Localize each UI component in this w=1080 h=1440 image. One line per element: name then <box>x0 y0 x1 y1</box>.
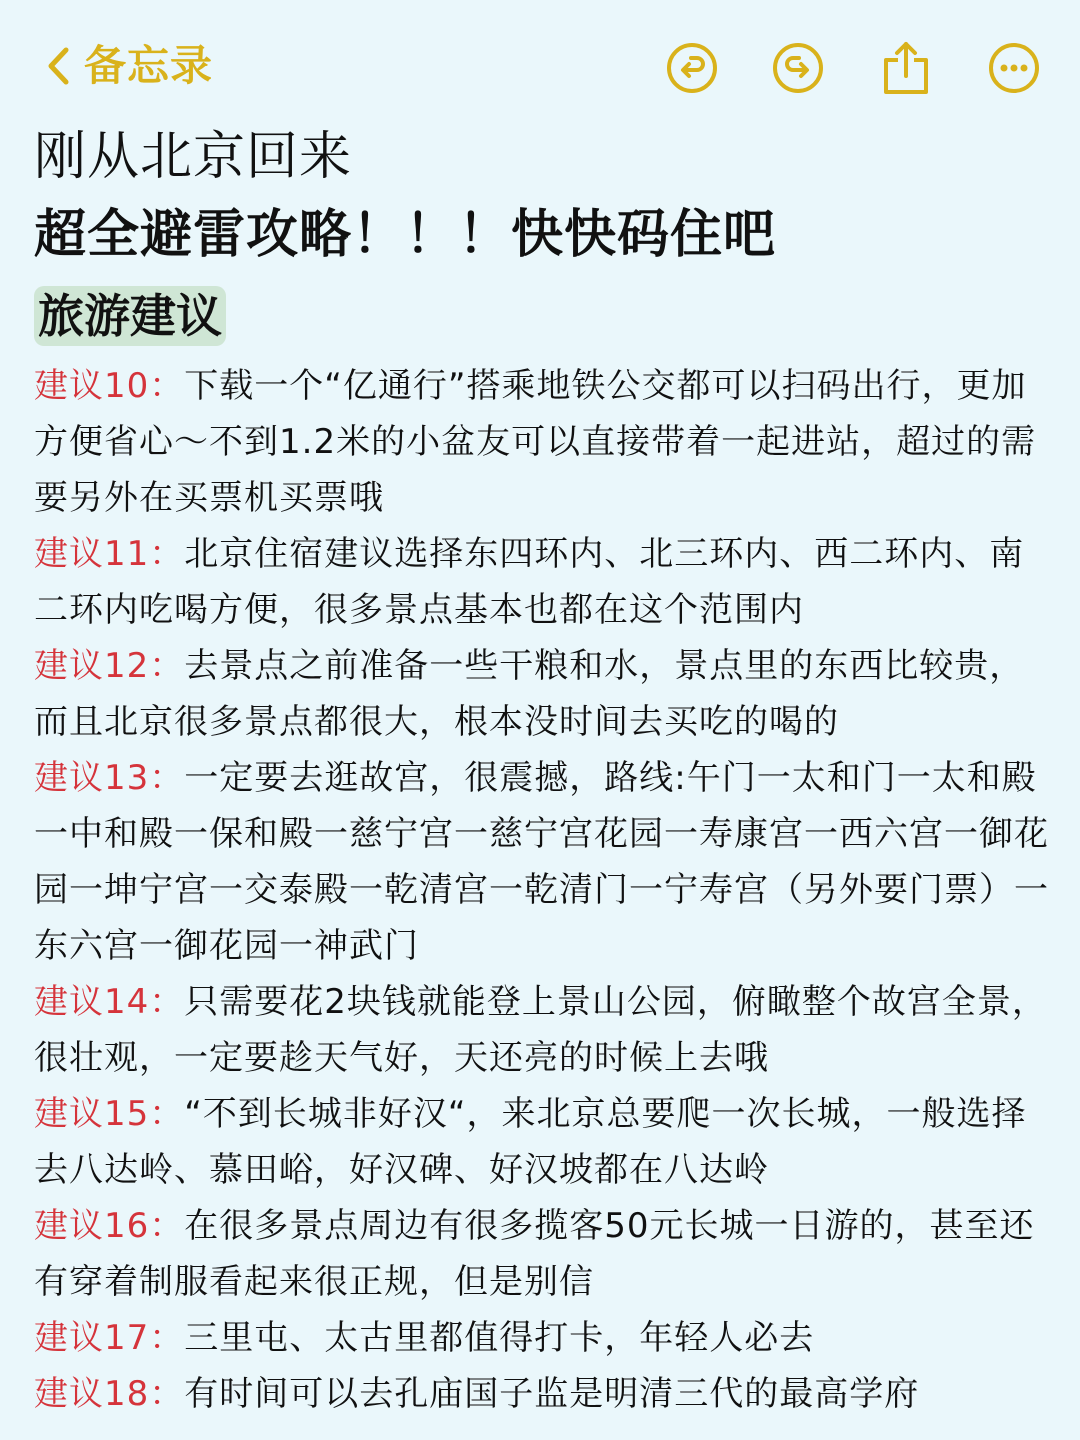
tip-item <box>34 1086 1054 1198</box>
tip-item <box>34 526 1054 638</box>
chevron-left-icon <box>46 46 70 86</box>
tip-text: 在很多景点周边有很多揽客50元长城一日游的，甚至还有穿着制服看起来很正规，但是别信 <box>34 1206 1035 1302</box>
tip-item <box>34 1310 1054 1366</box>
back-label: 备忘录 <box>84 41 214 90</box>
section-heading: 旅游建议 <box>34 286 226 346</box>
tip-text: 北京住宿建议选择东四环内、北三环内、西二环内、南二环内吃喝方便，很多景点基本也都在这个范围内 <box>34 534 1025 630</box>
tip-text: 一定要去逛故宫，很震撼，路线:午门一太和门一太和殿一中和殿一保和殿一慈宁宫一慈宁宫花园一寿康宫一西六宫一御花园一坤宁宫一交泰殿一乾清宫一乾清门一宁寿宫（另外要门票）一东六宫一御花园一神武门 <box>34 758 1049 966</box>
tip-text: 去景点之前准备一些干粮和水，景点里的东西比较贵，而且北京很多景点都很大，根本没时间去买吃的喝的 <box>34 646 1025 742</box>
tip-label: 建议11： <box>34 534 185 574</box>
tip-label: 建议15： <box>34 1094 185 1134</box>
share-icon[interactable] <box>878 40 934 96</box>
tip-item <box>34 750 1054 974</box>
undo-icon[interactable] <box>664 40 720 96</box>
tip-list <box>34 358 1054 1422</box>
note-subtitle: 超全避雷攻略！！！快快码住吧 <box>34 205 777 265</box>
tip-label: 建议16： <box>34 1206 185 1246</box>
note-body[interactable] <box>34 118 1054 1422</box>
tip-text: 只需要花2块钱就能登上景山公园，俯瞰整个故宫全景，很壮观，一定要趁天气好，天还亮的时候上去哦 <box>34 982 1047 1078</box>
tip-text: 下载一个“亿通行”搭乘地铁公交都可以扫码出行，更加方便省心～不到1.2米的小盆友可以直接带着一起进站，超过的需要另外在买票机买票哦 <box>34 366 1037 518</box>
tip-item <box>34 358 1054 526</box>
tip-label: 建议18： <box>34 1374 185 1414</box>
tip-item <box>34 974 1054 1086</box>
toolbar <box>0 0 1080 120</box>
tip-text: 三里屯、太古里都值得打卡，年轻人必去 <box>184 1318 815 1358</box>
tip-text: 有时间可以去孔庙国子监是明清三代的最高学府 <box>184 1374 920 1414</box>
tip-label: 建议14： <box>34 982 185 1022</box>
tip-item <box>34 1366 1054 1422</box>
more-icon[interactable] <box>986 40 1042 96</box>
note-title: 刚从北京回来 <box>34 127 353 187</box>
tip-label: 建议10： <box>34 366 185 406</box>
redo-icon[interactable] <box>770 40 826 96</box>
tip-item <box>34 1198 1054 1310</box>
tip-text: “不到长城非好汉“，来北京总要爬一次长城，一般选择去八达岭、慕田峪，好汉碑、好汉坡都在八达岭 <box>34 1094 1027 1190</box>
tip-item <box>34 638 1054 750</box>
tip-label: 建议17： <box>34 1318 185 1358</box>
tip-label: 建议13： <box>34 758 185 798</box>
back-button[interactable] <box>46 38 213 94</box>
tip-label: 建议12： <box>34 646 185 686</box>
